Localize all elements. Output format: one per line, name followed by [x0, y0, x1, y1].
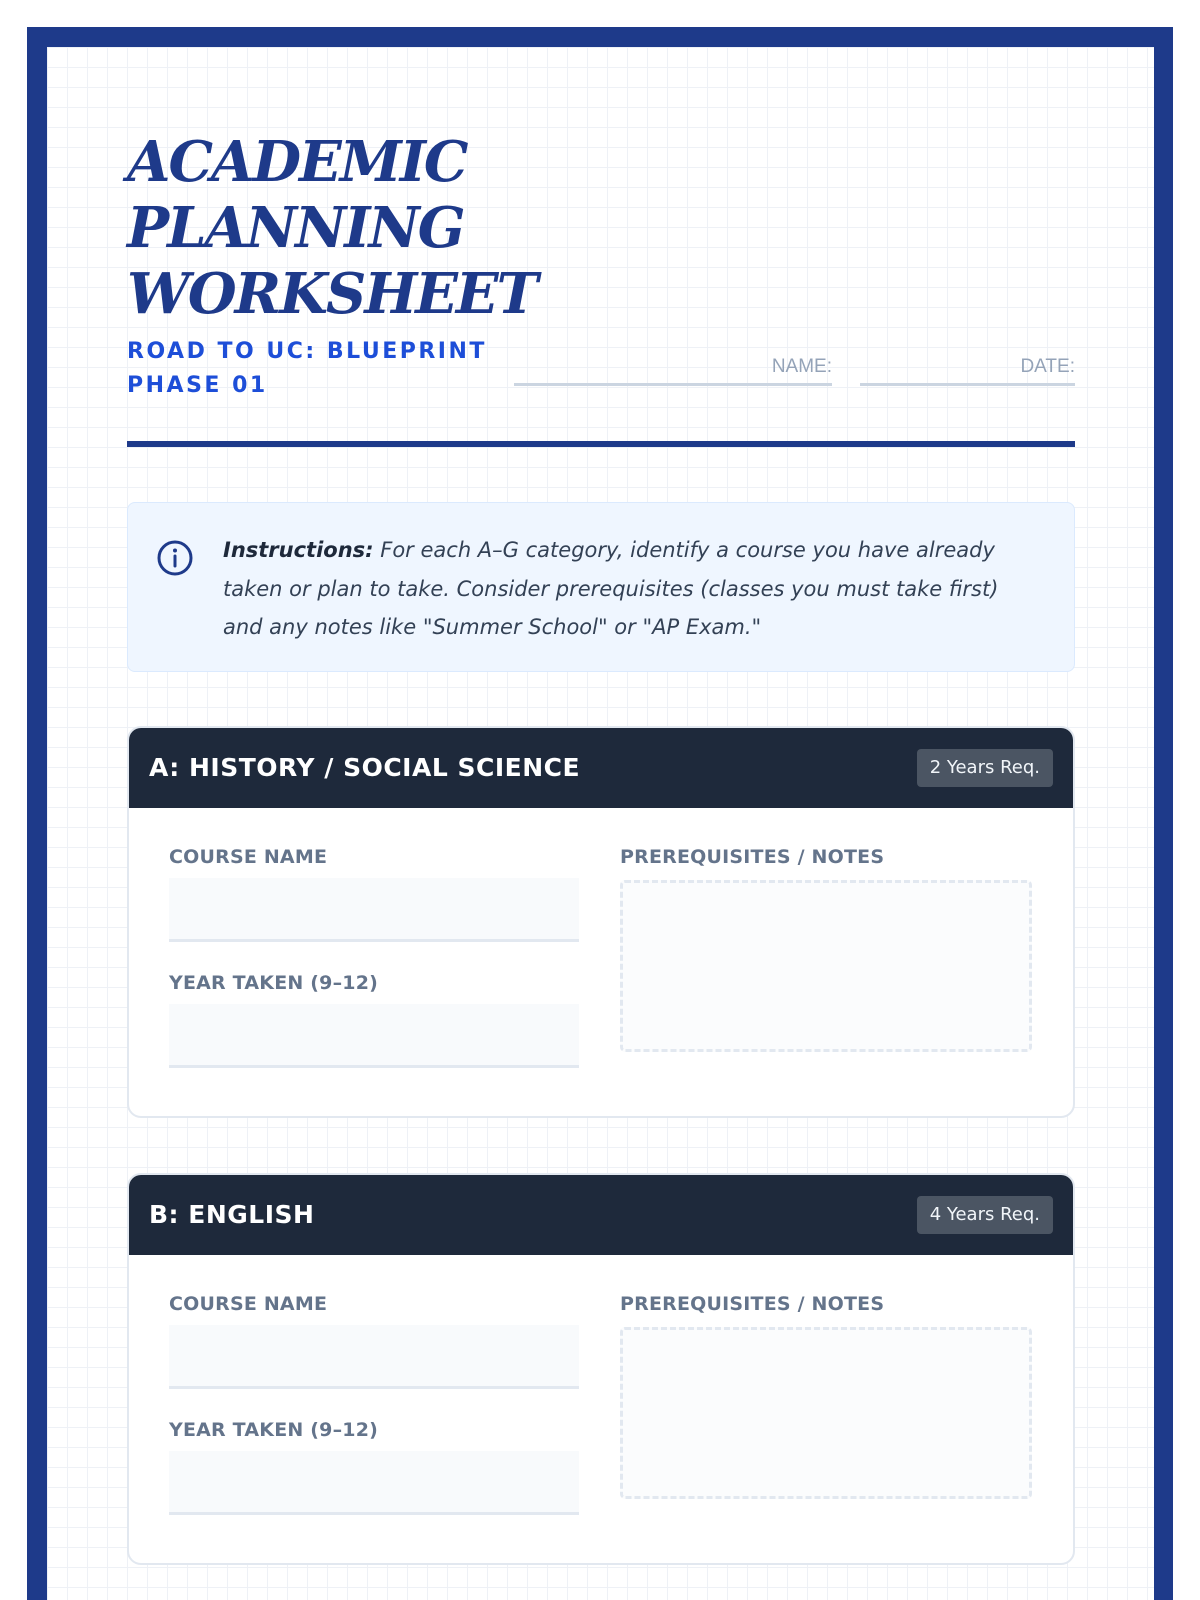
date-label: DATE:	[1020, 356, 1075, 377]
instructions-label: Instructions:	[223, 538, 374, 562]
header-divider	[127, 441, 1075, 447]
year-taken-label: YEAR TAKEN (9–12)	[169, 1419, 379, 1441]
subtitle-line-1: ROAD TO UC: BLUEPRINT	[127, 339, 487, 364]
course-name-label: COURSE NAME	[169, 1293, 328, 1315]
date-field[interactable]	[860, 350, 1075, 386]
info-circle-icon	[156, 539, 194, 577]
instructions-text	[223, 531, 1043, 647]
prerequisites-notes-label: PREREQUISITES / NOTES	[620, 1293, 885, 1315]
course-name-input[interactable]	[169, 878, 579, 942]
page-subtitle	[127, 335, 487, 403]
subtitle-line-2: PHASE 01	[127, 373, 268, 398]
title-line-2: PLANNING	[127, 195, 464, 261]
section-title: B: ENGLISH	[149, 1200, 315, 1229]
year-taken-input[interactable]	[169, 1451, 579, 1515]
name-field[interactable]	[514, 350, 832, 386]
prerequisites-notes-label: PREREQUISITES / NOTES	[620, 846, 885, 868]
prerequisites-notes-input[interactable]	[620, 1327, 1032, 1499]
requirement-badge: 2 Years Req.	[917, 749, 1053, 787]
instructions-box	[127, 502, 1075, 672]
requirement-badge: 4 Years Req.	[917, 1196, 1053, 1234]
instructions-body: For each A–G category, identify a course you have already taken or plan to take. Consider prerequisites (classes you must take first) and any notes like "Summer School" or "AP Exam."	[223, 538, 999, 639]
year-taken-label: YEAR TAKEN (9–12)	[169, 972, 379, 994]
page-title	[127, 129, 597, 327]
section-title: A: HISTORY / SOCIAL SCIENCE	[149, 753, 581, 782]
course-name-label: COURSE NAME	[169, 846, 328, 868]
section-header	[129, 1175, 1073, 1255]
prerequisites-notes-input[interactable]	[620, 880, 1032, 1052]
name-label: NAME:	[771, 356, 832, 377]
year-taken-input[interactable]	[169, 1004, 579, 1068]
section-b-english	[127, 1173, 1075, 1565]
section-header	[129, 728, 1073, 808]
title-line-1: ACADEMIC	[127, 129, 467, 195]
course-name-input[interactable]	[169, 1325, 579, 1389]
worksheet-paper	[47, 47, 1154, 1600]
title-line-3: WORKSHEET	[127, 261, 537, 327]
section-a-history	[127, 726, 1075, 1118]
